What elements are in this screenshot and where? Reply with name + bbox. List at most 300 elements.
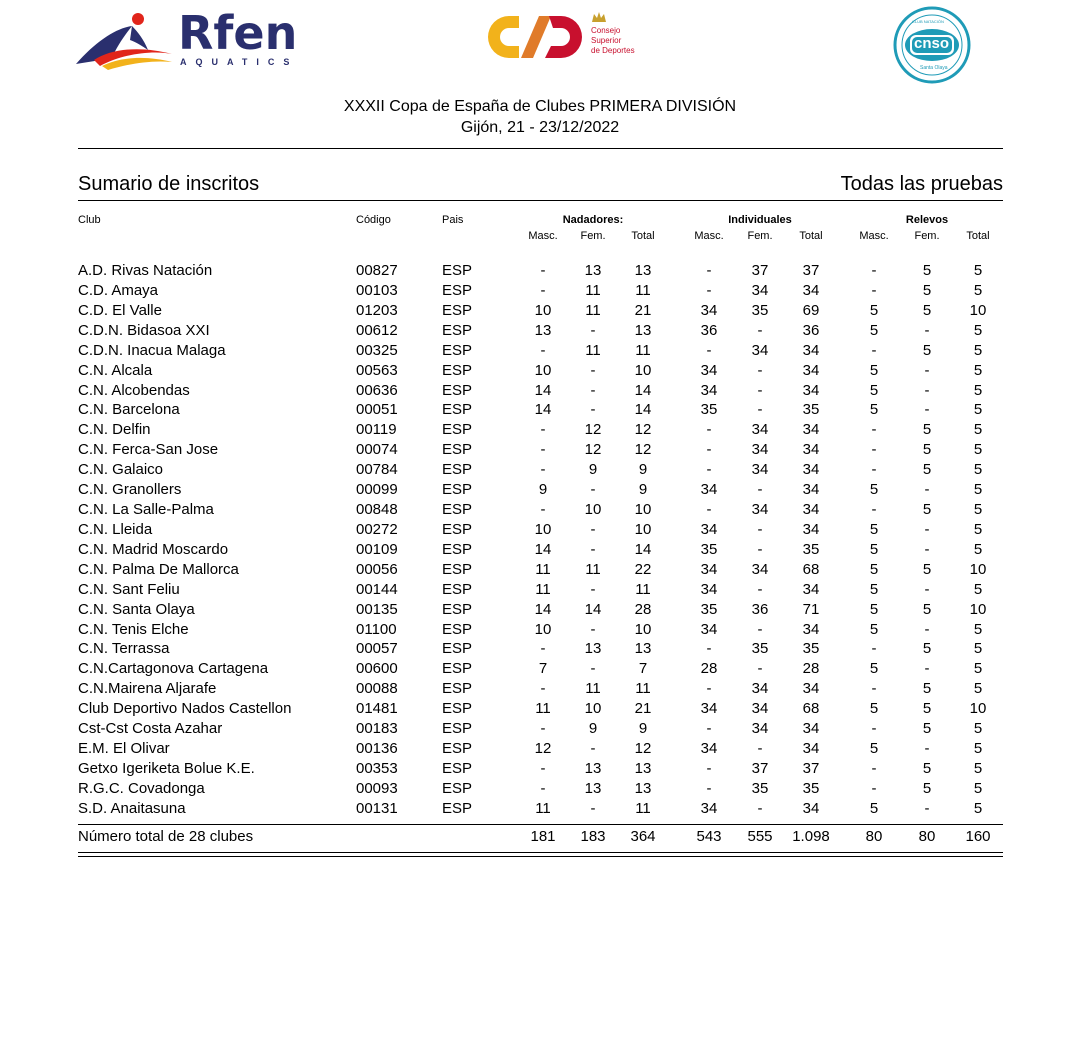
cell-fem: 10 [584, 700, 602, 718]
cell-club: S.D. Anaitasuna [78, 799, 186, 817]
cell-fem: - [590, 660, 596, 678]
cell-masc: - [540, 680, 546, 698]
table-row [0, 521, 1080, 541]
cell-fem: - [924, 660, 930, 678]
csd-text-line2: Superior [591, 36, 622, 45]
cell-fem: 35 [751, 779, 769, 797]
cell-masc: 10 [534, 301, 552, 319]
cell-masc: - [871, 341, 877, 359]
cell-masc: - [706, 760, 712, 777]
cell-fem: 13 [584, 779, 602, 797]
cell-total: 5 [973, 341, 983, 359]
cell-fem: - [924, 401, 930, 419]
page-subtitle: Gijón, 21 - 23/12/2022 [460, 119, 620, 136]
cell-masc: - [540, 779, 546, 797]
cell-codigo: 00136 [356, 740, 398, 758]
cell-masc: - [540, 461, 546, 479]
cell-masc: 12 [534, 740, 552, 758]
cell-codigo: 00057 [356, 640, 398, 658]
cell-total: 36 [802, 321, 820, 339]
cell-codigo: 00784 [356, 461, 398, 479]
cell-total: 10 [969, 600, 987, 618]
cell-masc: - [540, 640, 546, 658]
cell-total: 68 [802, 700, 820, 718]
cell-masc: 34 [700, 481, 718, 499]
cell-masc: - [540, 441, 546, 459]
cell-masc: 34 [700, 301, 718, 319]
cell-fem: 34 [751, 341, 769, 359]
total-fem: 555 [747, 828, 773, 845]
cell-masc: 10 [534, 620, 552, 638]
cell-fem: 5 [922, 301, 932, 319]
cell-masc: 36 [700, 321, 718, 339]
cell-fem: 11 [585, 341, 601, 359]
cell-masc: - [706, 262, 712, 279]
col-header-total: Total [799, 230, 823, 242]
group-header-individuales: Individuales [728, 214, 792, 226]
cell-pais: ESP [442, 680, 473, 698]
cell-fem: 13 [584, 760, 602, 777]
cell-total: 34 [802, 381, 820, 399]
cell-masc: 10 [534, 361, 552, 379]
cell-fem: 35 [751, 301, 769, 319]
cell-fem: 34 [751, 421, 769, 439]
csd-logo [487, 12, 657, 64]
cell-codigo: 00144 [356, 580, 398, 598]
cell-masc: 5 [869, 381, 879, 399]
cell-codigo: 00056 [356, 560, 398, 578]
cell-fem: 12 [584, 421, 602, 439]
cell-fem: - [757, 381, 763, 399]
cell-fem: - [924, 481, 930, 499]
total-total: 160 [965, 828, 991, 845]
cell-fem: - [757, 660, 763, 678]
cell-masc: 34 [700, 560, 718, 578]
cell-total: 35 [802, 779, 820, 797]
cell-masc: - [706, 779, 712, 797]
col-header-club: Club [78, 214, 101, 226]
cell-total: 34 [802, 620, 820, 638]
cell-pais: ESP [442, 660, 473, 678]
cell-codigo: 00093 [356, 779, 398, 797]
cell-masc: - [871, 441, 877, 459]
cell-total: 14 [634, 401, 652, 419]
cell-total: 21 [634, 700, 652, 718]
cell-fem: - [757, 580, 763, 598]
cnso-ring-top: CLUB NATACIÓN [912, 19, 944, 24]
cell-masc: 5 [869, 301, 879, 319]
cell-masc: 11 [535, 700, 551, 718]
cell-total: 5 [973, 720, 983, 738]
cell-codigo: 00103 [356, 281, 398, 299]
cell-total: 5 [973, 779, 983, 797]
col-header-codigo: Código [356, 214, 391, 226]
cell-total: 13 [634, 779, 652, 797]
table-row [0, 581, 1080, 601]
cell-masc: 5 [869, 620, 879, 638]
cell-codigo: 00848 [356, 501, 398, 519]
cell-total: 5 [973, 660, 983, 678]
group-header-nadadores: Nadadores: [562, 214, 624, 226]
section-title: Sumario de inscritos [78, 173, 260, 195]
cell-total: 34 [802, 740, 820, 758]
cell-total: 9 [638, 481, 648, 499]
col-header-masc: Masc. [859, 230, 889, 242]
cell-masc: - [706, 421, 712, 439]
csd-text-line1: Consejo [591, 26, 621, 35]
section-filter: Todas las pruebas [840, 173, 1003, 195]
cell-total: 12 [634, 740, 652, 758]
cell-total: 34 [802, 481, 820, 499]
cell-fem: 34 [751, 441, 769, 459]
cell-total: 71 [802, 600, 820, 618]
table-row [0, 282, 1080, 302]
totals-label: Número total de 28 clubes [78, 828, 254, 845]
cell-total: 28 [802, 660, 820, 678]
cell-total: 10 [634, 620, 652, 638]
total-masc: 80 [865, 828, 883, 845]
cell-codigo: 00099 [356, 481, 398, 499]
cell-club: C.N. Tenis Elche [78, 620, 189, 638]
table-row [0, 461, 1080, 481]
cell-fem: 10 [584, 501, 602, 519]
cell-codigo: 00636 [356, 381, 398, 399]
cell-fem: 34 [751, 560, 769, 578]
cell-fem: 35 [751, 640, 769, 658]
cell-total: 9 [638, 461, 648, 479]
cell-codigo: 00563 [356, 361, 398, 379]
cell-fem: 36 [751, 600, 769, 618]
cell-total: 14 [634, 540, 652, 558]
cell-masc: - [706, 441, 712, 459]
cell-masc: - [706, 501, 712, 519]
cell-club: C.N. Alcala [78, 361, 153, 379]
cell-fem: - [590, 580, 596, 598]
table-row [0, 441, 1080, 461]
cell-total: 5 [973, 481, 983, 499]
cell-total: 5 [973, 461, 983, 479]
cell-total: 5 [973, 580, 983, 598]
divider [78, 856, 1003, 857]
cell-total: 10 [969, 700, 987, 718]
cell-club: C.N. Santa Olaya [78, 600, 195, 618]
cell-fem: 34 [751, 720, 769, 738]
totals-row [0, 828, 1080, 848]
cell-fem: 5 [922, 680, 932, 698]
cell-pais: ESP [442, 441, 473, 459]
cell-fem: 5 [922, 600, 932, 618]
cell-masc: 5 [869, 660, 879, 678]
table-row [0, 481, 1080, 501]
cell-total: 9 [638, 720, 648, 738]
cell-total: 5 [973, 640, 983, 658]
cell-fem: 5 [922, 262, 932, 279]
col-header-masc: Masc. [694, 230, 724, 242]
cell-fem: - [757, 481, 763, 499]
cell-fem: 12 [584, 441, 602, 459]
cell-club: C.N. Sant Feliu [78, 580, 180, 598]
cell-total: 34 [802, 361, 820, 379]
cell-total: 5 [973, 441, 983, 459]
cell-club: C.N. Ferca-San Jose [78, 441, 219, 459]
cell-masc: 11 [535, 560, 551, 578]
table-row [0, 362, 1080, 382]
cell-masc: 34 [700, 520, 718, 538]
cell-fem: 14 [584, 600, 602, 618]
cell-pais: ESP [442, 700, 473, 718]
table-row [0, 680, 1080, 700]
cell-total: 5 [973, 799, 983, 817]
cell-codigo: 00353 [356, 760, 398, 777]
cell-masc: 7 [538, 660, 548, 678]
total-total: 364 [630, 828, 656, 845]
cell-total: 34 [802, 441, 820, 459]
cell-codigo: 00272 [356, 520, 398, 538]
cell-pais: ESP [442, 361, 473, 379]
cell-masc: 5 [869, 700, 879, 718]
cell-masc: 5 [869, 321, 879, 339]
table-row [0, 621, 1080, 641]
divider [78, 824, 1003, 825]
cell-total: 5 [973, 321, 983, 339]
cell-fem: - [757, 540, 763, 558]
cell-fem: 11 [585, 680, 601, 698]
cell-fem: 34 [751, 461, 769, 479]
cell-total: 10 [969, 560, 987, 578]
cell-masc: - [871, 680, 877, 698]
cell-fem: 5 [922, 779, 932, 797]
cell-club: C.N. Lleida [78, 520, 153, 538]
cell-fem: - [924, 580, 930, 598]
table-row [0, 561, 1080, 581]
cell-fem: - [924, 361, 930, 379]
table-row [0, 601, 1080, 621]
cell-masc: - [540, 720, 546, 738]
cell-total: 34 [802, 281, 820, 299]
csd-emblem-icon [487, 12, 587, 62]
cell-total: 10 [634, 520, 652, 538]
cell-total: 69 [802, 301, 820, 319]
cell-pais: ESP [442, 540, 473, 558]
cell-fem: - [590, 520, 596, 538]
table-row [0, 501, 1080, 521]
cell-club: C.N.Mairena Aljarafe [78, 680, 217, 698]
col-header-total: Total [966, 230, 990, 242]
cell-masc: 5 [869, 600, 879, 618]
cell-total: 10 [634, 361, 652, 379]
cell-masc: 5 [869, 520, 879, 538]
cell-total: 22 [634, 560, 652, 578]
cell-fem: - [757, 799, 763, 817]
cell-total: 5 [973, 740, 983, 758]
cell-masc: 35 [700, 540, 718, 558]
cell-fem: - [924, 520, 930, 538]
cell-total: 35 [802, 540, 820, 558]
table-row [0, 760, 1080, 780]
cell-total: 5 [973, 281, 983, 299]
cell-pais: ESP [442, 560, 473, 578]
cell-total: 34 [802, 580, 820, 598]
cell-pais: ESP [442, 341, 473, 359]
total-total: 1.098 [792, 828, 830, 845]
cell-club: C.N. Granollers [78, 481, 182, 499]
cell-masc: 5 [869, 401, 879, 419]
cell-fem: - [924, 381, 930, 399]
cell-codigo: 00051 [356, 401, 398, 419]
cell-fem: 5 [922, 720, 932, 738]
cell-pais: ESP [442, 321, 473, 339]
cell-club: C.N. Alcobendas [78, 381, 190, 399]
cell-total: 5 [973, 760, 983, 777]
cell-masc: 5 [869, 361, 879, 379]
cell-fem: 5 [922, 441, 932, 459]
cell-total: 11 [635, 341, 651, 359]
cell-club: E.M. El Olivar [78, 740, 170, 758]
cell-pais: ESP [442, 600, 473, 618]
cnso-ring-bottom: Santa Olaya [920, 65, 948, 71]
cell-fem: 11 [585, 560, 601, 578]
cell-total: 5 [973, 680, 983, 698]
cell-codigo: 00183 [356, 720, 398, 738]
cell-fem: 5 [922, 560, 932, 578]
cell-fem: 5 [922, 501, 932, 519]
cell-fem: 9 [588, 720, 598, 738]
cell-masc: 5 [869, 580, 879, 598]
cell-masc: - [706, 640, 712, 658]
cell-masc: 28 [700, 660, 718, 678]
col-header-masc: Masc. [528, 230, 558, 242]
cell-fem: 5 [922, 461, 932, 479]
cell-fem: - [590, 381, 596, 399]
cell-fem: - [590, 799, 596, 817]
cell-club: R.G.C. Covadonga [78, 779, 205, 797]
cell-fem: 5 [922, 760, 932, 777]
cell-club: C.D.N. Bidasoa XXI [78, 321, 210, 339]
cell-masc: 9 [538, 481, 548, 499]
table-row [0, 302, 1080, 322]
cell-fem: - [757, 401, 763, 419]
cell-fem: - [757, 520, 763, 538]
cell-total: 11 [635, 281, 651, 299]
cell-masc: - [706, 281, 712, 299]
col-header-pais: Pais [442, 214, 464, 226]
cell-club: C.D. Amaya [78, 281, 159, 299]
cell-total: 34 [802, 501, 820, 519]
cell-codigo: 00827 [356, 262, 398, 279]
cell-masc: - [871, 760, 877, 777]
cell-total: 5 [973, 262, 983, 279]
cell-total: 68 [802, 560, 820, 578]
cell-codigo: 00600 [356, 660, 398, 678]
total-masc: 543 [696, 828, 722, 845]
cell-total: 5 [973, 381, 983, 399]
table-row [0, 262, 1080, 282]
cell-fem: - [590, 740, 596, 758]
cell-masc: 5 [869, 740, 879, 758]
table-row [0, 700, 1080, 720]
cell-pais: ESP [442, 401, 473, 419]
cell-total: 11 [635, 799, 651, 817]
cell-fem: 37 [751, 760, 769, 777]
cell-total: 34 [802, 341, 820, 359]
cell-masc: - [540, 760, 546, 777]
cell-total: 34 [802, 720, 820, 738]
cell-pais: ESP [442, 481, 473, 499]
cell-total: 11 [635, 580, 651, 598]
cell-fem: - [924, 620, 930, 638]
cell-fem: 5 [922, 640, 932, 658]
cell-masc: 11 [535, 580, 551, 598]
col-header-total: Total [631, 230, 655, 242]
cell-fem: 11 [585, 281, 601, 299]
cell-fem: 5 [922, 700, 932, 718]
cell-masc: - [871, 640, 877, 658]
cell-masc: - [540, 341, 546, 359]
cell-masc: - [706, 341, 712, 359]
page-title: XXXII Copa de España de Clubes PRIMERA DIVISIÓN [343, 98, 737, 115]
cell-fem: 5 [922, 421, 932, 439]
cell-club: C.N. Terrassa [78, 640, 170, 658]
cell-masc: - [540, 281, 546, 299]
cell-total: 7 [638, 660, 648, 678]
cell-pais: ESP [442, 301, 473, 319]
cell-total: 14 [634, 381, 652, 399]
cell-club: C.N.Cartagonova Cartagena [78, 660, 269, 678]
cell-total: 35 [802, 640, 820, 658]
group-header-relevos: Relevos [905, 214, 949, 226]
cell-masc: 34 [700, 580, 718, 598]
table-row [0, 640, 1080, 660]
cell-pais: ESP [442, 779, 473, 797]
cell-codigo: 00325 [356, 341, 398, 359]
cell-fem: - [590, 361, 596, 379]
cell-club: C.N. Delfin [78, 421, 151, 439]
cell-masc: 5 [869, 481, 879, 499]
cell-pais: ESP [442, 720, 473, 738]
cell-fem: 9 [588, 461, 598, 479]
cell-fem: 5 [922, 281, 932, 299]
cell-fem: - [757, 361, 763, 379]
cell-pais: ESP [442, 640, 473, 658]
table-row [0, 720, 1080, 740]
cell-total: 10 [634, 501, 652, 519]
cell-total: 5 [973, 401, 983, 419]
cell-codigo: 01481 [356, 700, 398, 718]
cell-masc: - [706, 720, 712, 738]
cell-fem: 11 [585, 301, 601, 319]
col-header-fem: Fem. [747, 230, 773, 242]
cnso-logo-text: cnso [914, 35, 950, 52]
col-header-fem: Fem. [914, 230, 940, 242]
cell-masc: 11 [535, 799, 551, 817]
cell-total: 11 [635, 680, 651, 698]
cell-masc: 34 [700, 361, 718, 379]
cell-masc: 14 [534, 540, 552, 558]
cell-masc: 5 [869, 540, 879, 558]
cell-masc: - [540, 421, 546, 439]
cell-fem: 34 [751, 501, 769, 519]
divider [78, 148, 1003, 149]
cell-total: 37 [802, 262, 820, 279]
cell-fem: - [757, 620, 763, 638]
cell-masc: 5 [869, 560, 879, 578]
cell-pais: ESP [442, 580, 473, 598]
cell-total: 12 [634, 441, 652, 459]
cell-masc: 34 [700, 740, 718, 758]
cell-fem: 34 [751, 700, 769, 718]
cell-total: 21 [634, 301, 652, 319]
cell-fem: - [757, 740, 763, 758]
